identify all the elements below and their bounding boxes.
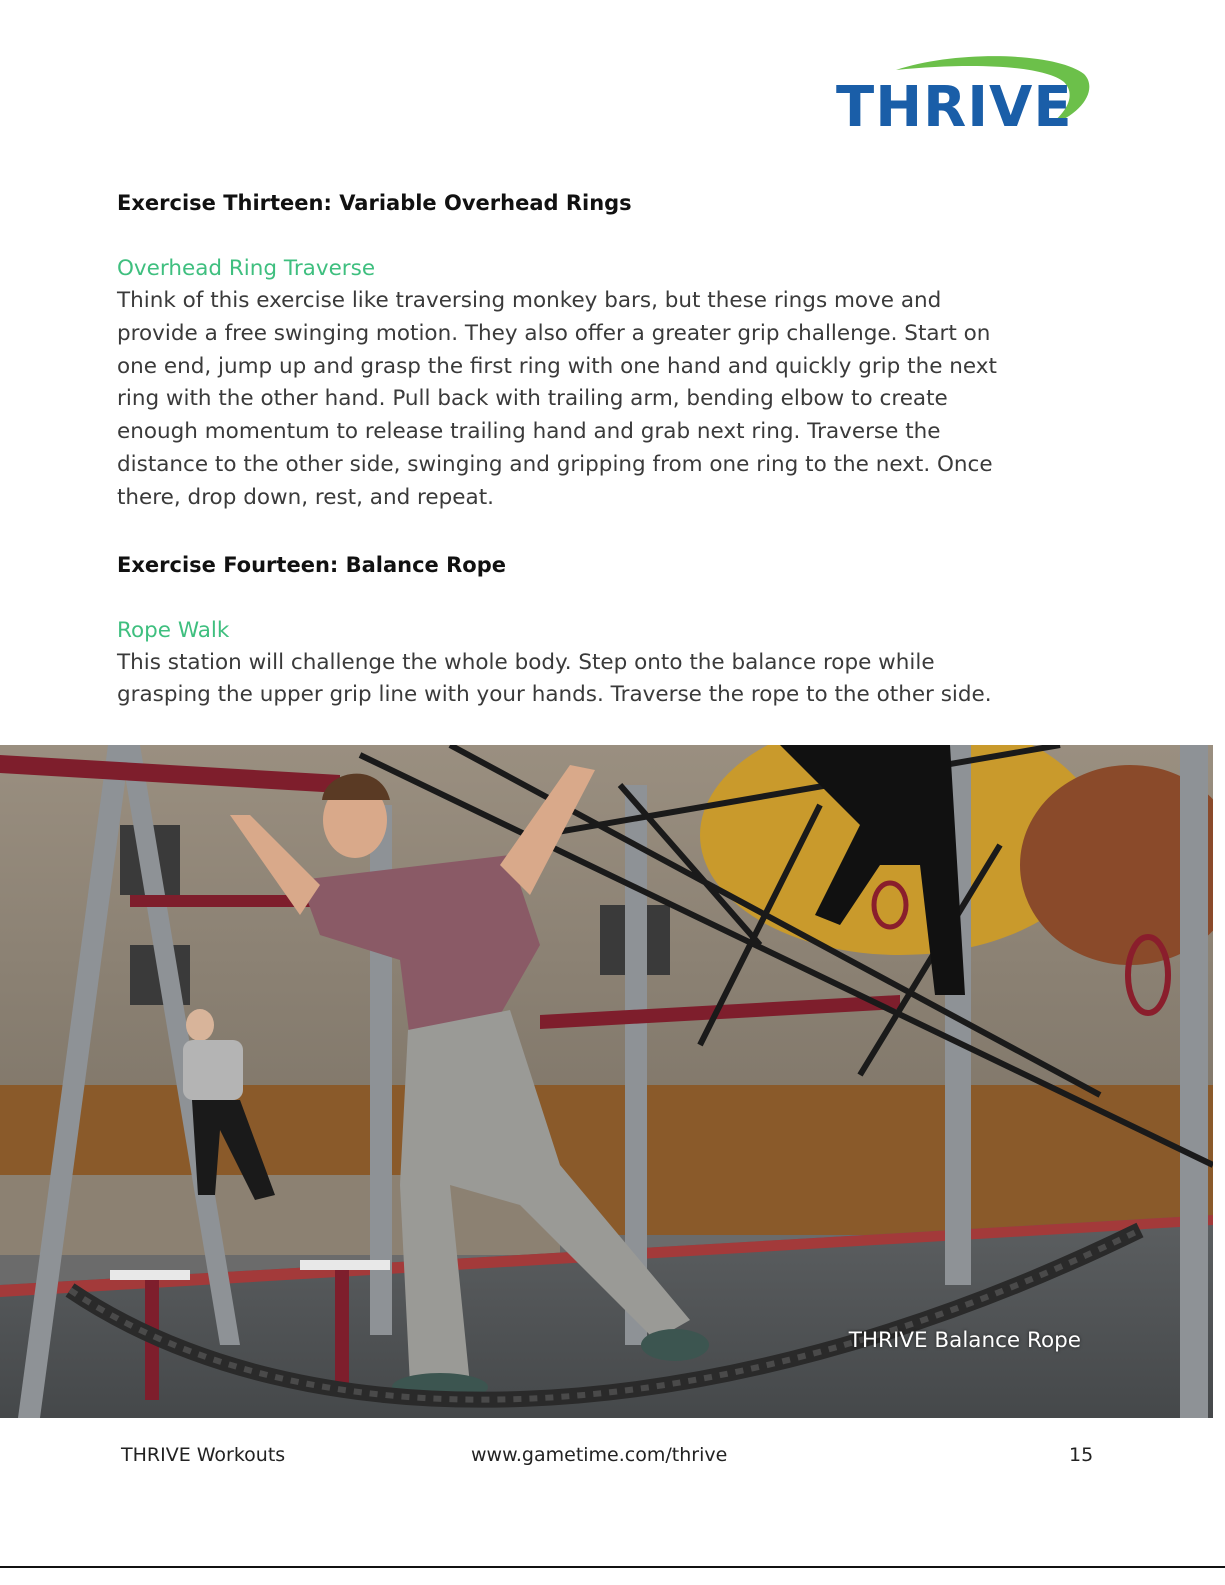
thrive-logo-graphic xyxy=(836,52,1096,142)
balance-rope-photo xyxy=(0,745,1213,1418)
exercise-14-heading: Exercise Fourteen: Balance Rope xyxy=(117,552,506,577)
exercise-13-line: Think of this exercise like traversing monkey bars, but these rings move and xyxy=(117,288,942,313)
exercise-13-line: distance to the other side, swinging and gripping from one ring to the next. Once xyxy=(117,451,993,477)
exercise-13-line: enough momentum to release trailing hand and grab next ring. Traverse the xyxy=(117,419,941,445)
logo-text: THRIVE xyxy=(836,75,1073,140)
page-number: 15 xyxy=(1069,1444,1094,1466)
bottom-rule xyxy=(0,1566,1225,1568)
stepping-stool xyxy=(110,1270,190,1280)
woman-head xyxy=(186,1009,214,1041)
main-content xyxy=(117,188,1097,712)
exercise-13-line: there, drop down, rest, and repeat. xyxy=(117,484,494,510)
woman-sweatshirt xyxy=(183,1040,243,1100)
exercise-14-line: This station will challenge the whole body. Step onto the balance rope while xyxy=(117,649,935,675)
exercise-14-body xyxy=(117,647,1097,713)
footer-url[interactable]: www.gametime.com/thrive xyxy=(471,1444,728,1466)
stepping-stool xyxy=(300,1260,390,1270)
thrive-logo xyxy=(836,52,1096,142)
exercise-13-body xyxy=(117,285,1097,515)
frame-post xyxy=(1180,745,1208,1418)
footer-title: THRIVE Workouts xyxy=(121,1444,286,1466)
photo-caption: THRIVE Balance Rope xyxy=(848,1328,1081,1353)
exercise-13-line: ring with the other hand. Pull back with trailing arm, bending elbow to create xyxy=(117,386,948,412)
stool-post xyxy=(335,1270,349,1395)
exercise-13-heading: Exercise Thirteen: Variable Overhead Rings xyxy=(117,191,632,215)
exercise-13-subheading: Overhead Ring Traverse xyxy=(117,256,376,281)
exercise-13-line: one end, jump up and grasp the first ring with one hand and quickly grip the next xyxy=(117,353,997,379)
man-shoe xyxy=(641,1329,709,1361)
exercise-13-line: provide a free swinging motion. They also offer a greater grip challenge. Start on xyxy=(117,320,991,346)
exercise-14-subheading: Rope Walk xyxy=(117,617,230,643)
exercise-14-line: grasping the upper grip line with your hands. Traverse the rope to the other side. xyxy=(117,682,992,708)
photo-illustration xyxy=(0,745,1213,1418)
